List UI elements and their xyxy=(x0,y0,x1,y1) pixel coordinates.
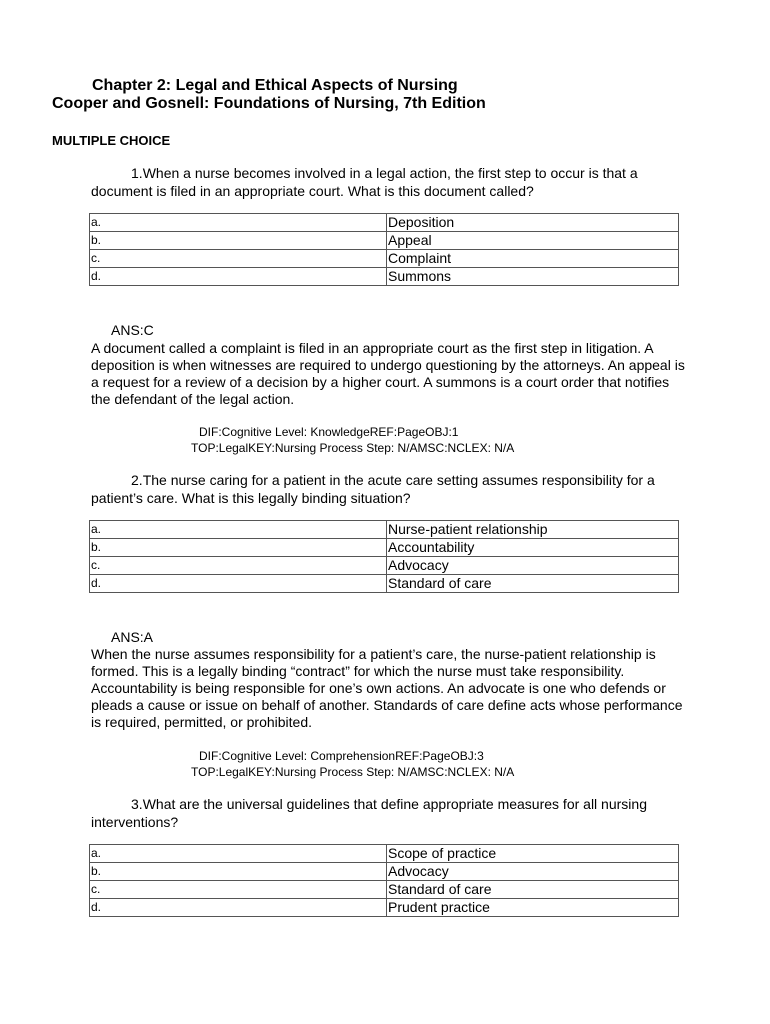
option-text: Standard of care xyxy=(387,881,679,899)
explanation-1: A document called a complaint is filed in an appropriate court as the first step in litigation. A deposition is when witnesses are required to undergo questioning by the attorneys. An appeal is a request for a review of a decision by a higher court. A summons is a court order that notifies the defendant of the legal action. xyxy=(91,340,685,407)
question-3 xyxy=(91,795,691,831)
meta-difficulty-1: DIF:Cognitive Level: KnowledgeREF:PageOBJ:1 xyxy=(199,425,459,439)
option-text: Accountability xyxy=(387,539,679,557)
option-row xyxy=(90,250,679,268)
option-row xyxy=(90,881,679,899)
option-label: c. xyxy=(90,557,387,575)
options-table-3 xyxy=(89,844,679,917)
option-label: b. xyxy=(90,232,387,250)
option-label: d. xyxy=(90,575,387,593)
question-number: 3. xyxy=(131,796,143,812)
options-table-1 xyxy=(89,213,679,286)
question-text: What are the universal guidelines that define appropriate measures for all nursing interventions? xyxy=(91,796,647,830)
option-row xyxy=(90,845,679,863)
option-row xyxy=(90,575,679,593)
option-text: Advocacy xyxy=(387,863,679,881)
section-heading: MULTIPLE CHOICE xyxy=(52,133,171,148)
question-1 xyxy=(91,164,691,200)
option-label: a. xyxy=(90,845,387,863)
option-label: a. xyxy=(90,214,387,232)
question-number: 2. xyxy=(131,472,143,488)
meta-topic-1: TOP:LegalKEY:Nursing Process Step: N/AMSC:NCLEX: N/A xyxy=(191,441,515,455)
option-row xyxy=(90,539,679,557)
question-text: When a nurse becomes involved in a legal action, the first step to occur is that a document is filed in an appropriate court. What is this document called? xyxy=(91,165,638,199)
option-row xyxy=(90,521,679,539)
option-label: a. xyxy=(90,521,387,539)
option-row xyxy=(90,232,679,250)
option-text: Summons xyxy=(387,268,679,286)
option-text: Nurse-patient relationship xyxy=(387,521,679,539)
option-text: Complaint xyxy=(387,250,679,268)
question-number: 1. xyxy=(131,165,143,181)
explanation-2: When the nurse assumes responsibility for a patient’s care, the nurse-patient relationship is formed. This is a legally binding “contract” for which the nurse must take responsibility. Accountability is being responsible for one’s own actions. An advocate is one who defends or pleads a cause or issue on behalf of another. Standards of care define acts whose performance is required, permitted, or prohibited. xyxy=(91,646,683,730)
option-label: c. xyxy=(90,250,387,268)
option-text: Appeal xyxy=(387,232,679,250)
option-label: c. xyxy=(90,881,387,899)
option-row xyxy=(90,557,679,575)
options-table-2 xyxy=(89,520,679,593)
option-text: Scope of practice xyxy=(387,845,679,863)
option-row xyxy=(90,268,679,286)
answer-2: ANS:A xyxy=(111,629,154,645)
question-2 xyxy=(91,471,691,507)
option-text: Advocacy xyxy=(387,557,679,575)
meta-difficulty-2: DIF:Cognitive Level: ComprehensionREF:PageOBJ:3 xyxy=(199,749,484,763)
chapter-title: Chapter 2: Legal and Ethical Aspects of Nursing xyxy=(92,77,458,94)
question-text: The nurse caring for a patient in the acute care setting assumes responsibility for a patient’s care. What is this legally binding situation? xyxy=(91,472,655,506)
option-row xyxy=(90,899,679,917)
answer-1: ANS:C xyxy=(111,322,154,338)
option-row xyxy=(90,863,679,881)
option-row xyxy=(90,214,679,232)
option-label: b. xyxy=(90,539,387,557)
option-text: Deposition xyxy=(387,214,679,232)
meta-topic-2: TOP:LegalKEY:Nursing Process Step: N/AMSC:NCLEX: N/A xyxy=(191,765,515,779)
option-label: b. xyxy=(90,863,387,881)
option-text: Standard of care xyxy=(387,575,679,593)
option-text: Prudent practice xyxy=(387,899,679,917)
option-label: d. xyxy=(90,268,387,286)
option-label: d. xyxy=(90,899,387,917)
book-title: Cooper and Gosnell: Foundations of Nursing, 7th Edition xyxy=(52,95,486,112)
